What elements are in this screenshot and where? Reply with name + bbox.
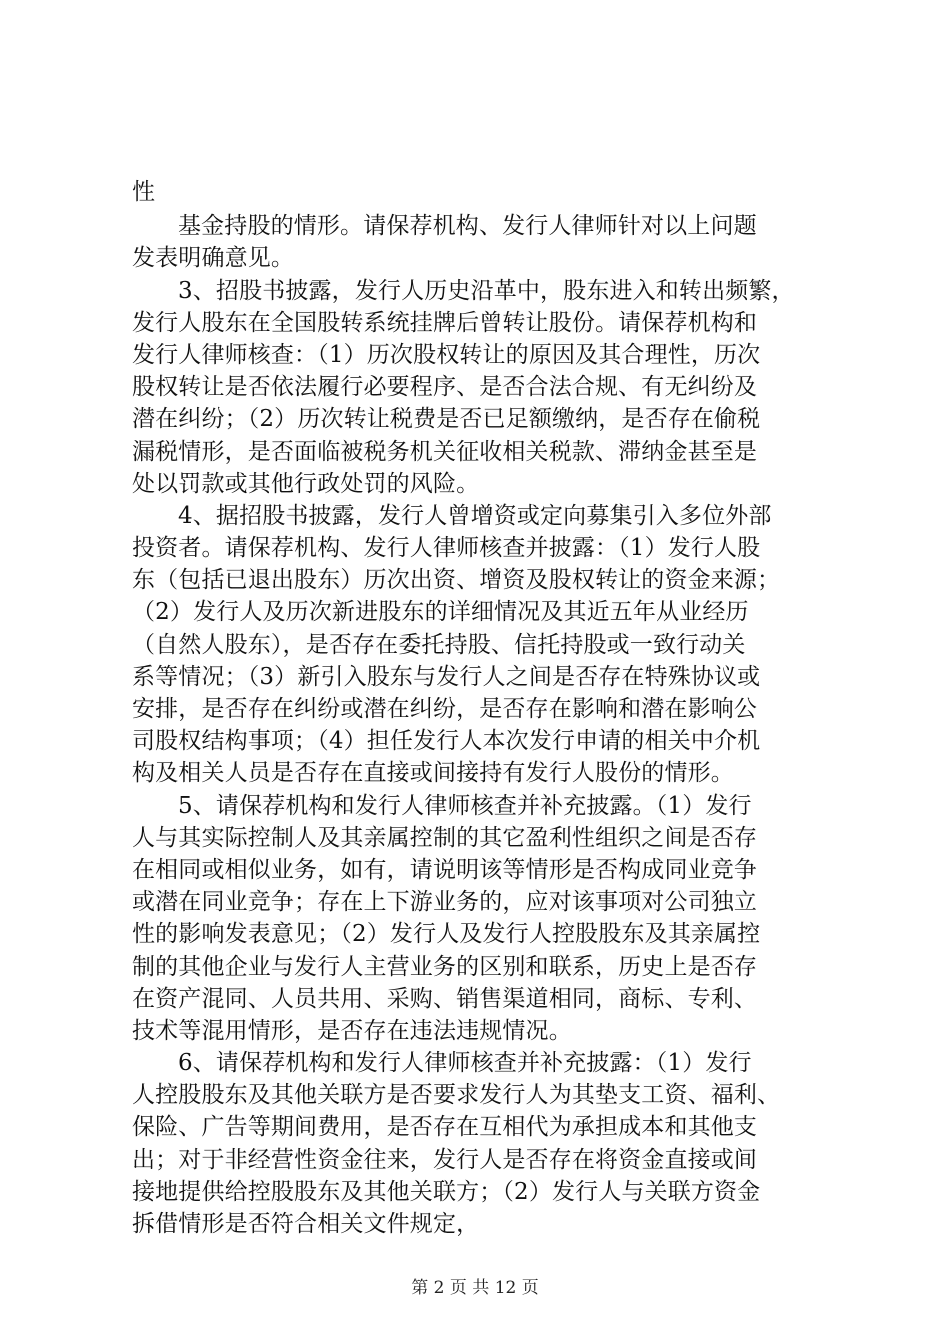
- text-line: （自然人股东），是否存在委托持股、信托持股或一致行动关: [132, 631, 746, 658]
- text-line: 在相同或相似业务，如有，请说明该等情形是否构成同业竞争: [132, 856, 758, 883]
- text-line: 性的影响发表意见；（2）发行人及发行人控股股东及其亲属控: [132, 921, 761, 948]
- text-line: 发行人律师核查：（1）历次股权转让的原因及其合理性，历次: [132, 341, 761, 368]
- page-number-label: 第 2 页 共 12 页: [411, 1278, 539, 1298]
- text-line: 拆借情形是否符合相关文件规定，: [132, 1211, 480, 1237]
- text-line: 5、请保荐机构和发行人律师核查并补充披露。（1）发行: [178, 792, 752, 819]
- text-line: 投资者。请保荐机构、发行人律师核查并披露：（1）发行人股: [132, 535, 761, 562]
- document-body: [132, 176, 832, 1240]
- text-line: 或潜在同业竞争；存在上下游业务的，应对该事项对公司独立: [132, 889, 758, 916]
- text-line: 接地提供给控股股东及其他关联方；（2）发行人与关联方资金: [132, 1178, 761, 1205]
- text-line: 人控股股东及其他关联方是否要求发行人为其垫支工资、福利、: [132, 1082, 781, 1109]
- text-line: 发行人股东在全国股转系统挂牌后曾转让股份。请保荐机构和: [132, 309, 758, 336]
- text-line: （2）发行人及历次新进股东的详细情况及其近五年从业经历: [132, 599, 749, 626]
- text-line: 处以罚款或其他行政处罚的风险。: [132, 470, 480, 497]
- text-line: 股权转让是否依法履行必要程序、是否合法合规、有无纠纷及: [132, 374, 758, 401]
- text-line: 构及相关人员是否存在直接或间接持有发行人股份的情形。: [132, 760, 734, 787]
- text-line: 司股权结构事项；（4）担任发行人本次发行申请的相关中介机: [132, 728, 761, 755]
- text-line: 6、请保荐机构和发行人律师核查并补充披露：（1）发行: [178, 1050, 752, 1077]
- text-line: 在资产混同、人员共用、采购、销售渠道相同，商标、专利、: [132, 985, 758, 1012]
- text-line: 3、招股书披露，发行人历史沿革中，股东进入和转出频繁，: [178, 277, 795, 304]
- text-line: 技术等混用情形，是否存在违法违规情况。: [132, 1017, 572, 1044]
- text-line: 漏税情形，是否面临被税务机关征收相关税款、滞纳金甚至是: [132, 438, 758, 465]
- text-line: 基金持股的情形。请保荐机构、发行人律师针对以上问题: [178, 213, 757, 240]
- text-line: 潜在纠纷；（2）历次转让税费是否已足额缴纳，是否存在偷税: [132, 406, 761, 433]
- page-footer: [0, 1277, 950, 1299]
- text-line: 制的其他企业与发行人主营业务的区别和联系，历史上是否存: [132, 953, 758, 980]
- text-line: 出；对于非经营性资金往来，发行人是否存在将资金直接或间: [132, 1146, 758, 1173]
- text-line: 发表明确意见。: [132, 245, 295, 272]
- text-line: 安排，是否存在纠纷或潜在纠纷，是否存在影响和潜在影响公: [132, 696, 758, 722]
- text-line: 性: [132, 179, 156, 205]
- text-line: 系等情况；（3）新引入股东与发行人之间是否存在特殊协议或: [132, 663, 761, 690]
- text-line: 东（包括已退出股东）历次出资、增资及股权转让的资金来源；: [132, 567, 781, 594]
- text-line: 保险、广告等期间费用，是否存在互相代为承担成本和其他支: [132, 1114, 758, 1141]
- text-line: 人与其实际控制人及其亲属控制的其它盈利性组织之间是否存: [132, 824, 758, 851]
- text-line: 4、据招股书披露，发行人曾增资或定向募集引入多位外部: [178, 502, 772, 529]
